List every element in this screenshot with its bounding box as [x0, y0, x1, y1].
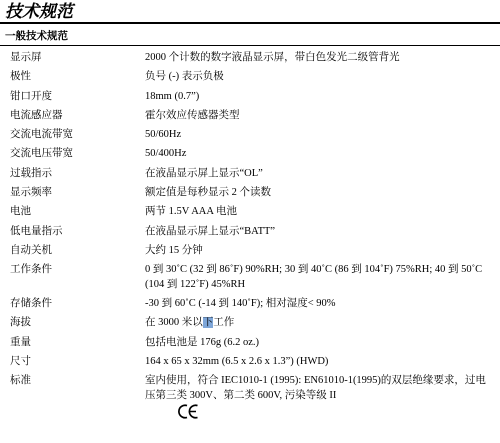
spec-row-display [0, 51, 500, 66]
spec-row-overload-indication [0, 167, 500, 182]
spec-row-ac-current-bandwidth [0, 128, 500, 143]
spec-row-current-sensor [0, 109, 500, 124]
spec-label: 标准 [10, 375, 31, 387]
spec-value [145, 263, 495, 292]
spec-label: 极性 [10, 71, 31, 83]
spec-label: 重量 [10, 336, 31, 348]
spec-value: 在液晶显示屏上显示“BATT” [145, 225, 276, 237]
spec-row-standards [0, 374, 500, 403]
spec-value: 额定值是每秒显示 2 个读数 [145, 187, 271, 199]
text-selection-highlight: 下 [202, 317, 214, 329]
spec-value: 18mm (0.7”) [145, 90, 200, 102]
spec-value-line: 0 到 30˚C (32 到 86˚F) 90%RH; 30 到 40˚C (86 到 104˚F) 75%RH; 40 到 50˚C [145, 264, 483, 276]
spec-value: -30 到 60˚C (-14 到 140˚F); 相对湿度< 90% [145, 298, 336, 310]
spec-value: 50/60Hz [145, 129, 182, 141]
ce-mark-icon [177, 403, 199, 420]
spec-row-jaw-opening [0, 90, 500, 105]
spec-label: 电流感应器 [10, 109, 63, 121]
spec-value: 负号 (-) 表示负极 [145, 71, 224, 83]
section-title: 一般技术规范 [5, 31, 68, 42]
spec-label: 电池 [10, 206, 31, 218]
spec-list [0, 51, 500, 408]
spec-row-operating-conditions [0, 263, 500, 292]
section-divider [0, 45, 500, 46]
spec-value: 霍尔效应传感器类型 [145, 109, 240, 121]
spec-value: 2000 个计数的数字液晶显示屏，带白色发光二级管背光 [145, 52, 400, 63]
spec-value: 大约 15 分钟 [145, 244, 203, 256]
spec-value: 50/400Hz [145, 148, 187, 160]
spec-row-altitude [0, 316, 500, 331]
spec-label: 显示屏 [10, 52, 42, 63]
spec-row-auto-power-off [0, 244, 500, 259]
spec-value-text: 在 3000 米以 [145, 317, 203, 329]
spec-label: 交流电流带宽 [10, 129, 73, 141]
spec-value-line: 压第三类 300V、第二类 600V, 污染等级 II [145, 389, 337, 401]
spec-row-low-battery-indication [0, 225, 500, 240]
spec-row-weight [0, 336, 500, 351]
spec-value-text: 工作 [213, 317, 235, 329]
spec-label: 自动关机 [10, 244, 52, 256]
title-divider [0, 22, 500, 24]
spec-row-display-rate [0, 186, 500, 201]
ce-mark-c [179, 405, 187, 417]
spec-row-battery [0, 205, 500, 220]
spec-label: 显示频率 [10, 187, 52, 199]
spec-label: 低电量指示 [10, 225, 63, 237]
spec-value: 在液晶显示屏上显示“OL” [145, 167, 263, 179]
spec-row-dimensions [0, 355, 500, 370]
spec-label: 尺寸 [10, 355, 31, 367]
spec-label: 钳口开度 [10, 90, 52, 102]
spec-value: 164 x 65 x 32mm (6.5 x 2.6 x 1.3”) (HWD) [145, 355, 329, 367]
spec-value-line: 室内使用，符合 IEC1010-1 (1995): EN61010-1(1995)的双层绝缘要求，过电 [145, 375, 486, 387]
spec-label: 存储条件 [10, 298, 52, 310]
page-title: 技术规范 [5, 2, 73, 21]
spec-value-line: (104 到 122˚F) 45%RH [145, 278, 246, 290]
spec-label: 过载指示 [10, 167, 52, 179]
spec-value [145, 316, 495, 331]
spec-row-ac-voltage-bandwidth [0, 147, 500, 162]
spec-value: 两节 1.5V AAA 电池 [145, 206, 237, 218]
spec-label: 交流电压带宽 [10, 148, 73, 160]
spec-row-storage-conditions [0, 297, 500, 312]
spec-label: 工作条件 [10, 264, 52, 276]
spec-value: 包括电池是 176g (6.2 oz.) [145, 336, 260, 348]
spec-value [145, 374, 495, 403]
spec-label: 海拔 [10, 317, 31, 329]
spec-row-polarity [0, 70, 500, 85]
